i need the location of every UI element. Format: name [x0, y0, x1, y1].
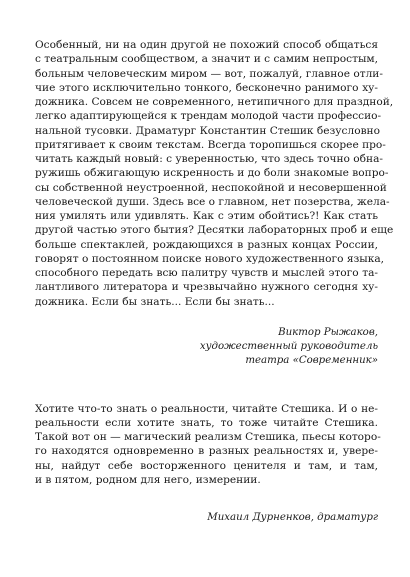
signature-ryzhakov: [35, 326, 378, 369]
text-line: больным человеческим миром — вот, пожалуй, главное отли-: [35, 67, 383, 80]
text-line: легко адаптирующейся к трендам молодой части профессио-: [35, 110, 382, 123]
text-line: ны, найдут себе восторженного ценителя и там, и там,: [35, 459, 378, 472]
text-line: ния умилять или удивлять. Как с этим обойтись?! Как стать: [35, 210, 378, 222]
text-line: читать каждый новый: с уверенностью, что здесь точно обна-: [35, 153, 383, 165]
text-line: Хотите что-то знать о реальности, читайте Стешика. И о не-: [35, 402, 378, 415]
signature-role: художественный руководитель: [199, 341, 378, 352]
text-line: лантливого литератора и чрезвычайно нужного сегодня ху-: [35, 281, 378, 294]
text-line: сы собственной неустроенной, неспокойной и несовершенной: [35, 181, 387, 194]
signature-name: Михаил Дурненков, драматург: [207, 512, 378, 523]
text-line: притягивает к своим текстам. Всегда торопишься скорее про-: [35, 138, 386, 151]
text-line: реальности если хотите знать, то тоже читайте Стешика.: [35, 416, 378, 429]
text-line: Такой вот он — магический реализм Стешика, пьесы которо-: [35, 431, 381, 443]
text-line: чие этого исключительно тонкого, бесконечно ранимого ху-: [35, 81, 378, 94]
text-line: больше спектаклей, рождающихся в разных концах России,: [35, 238, 378, 251]
text-line: дожника. Совсем не современного, нетипичного для праздной,: [35, 96, 394, 108]
text-line: с театральным сообществом, а значит и с самим непростым,: [35, 53, 378, 66]
text-line: говорят о постоянном поиске нового художественного языка,: [35, 252, 385, 265]
text-line: дожника. Если бы знать... Если бы знать...: [35, 295, 275, 308]
text-line: нальной тусовки. Драматург Константин Стешик безусловно: [35, 124, 380, 137]
signature-durnenkov: [35, 511, 378, 525]
text-line: ружишь обжигающую искренность и до боли знакомые вопро-: [35, 167, 389, 180]
signature-name: Виктор Рыжаков,: [278, 326, 378, 338]
text-line: Особенный, ни на один другой не похожий способ общаться: [35, 39, 378, 51]
text-line: и в пятом, родном для него, измерении.: [35, 473, 261, 486]
text-line: го находятся одновременно в разных реальностях и, увере-: [35, 445, 378, 458]
quote-paragraph-ryzhakov: [35, 38, 394, 309]
text-line: человеческой души. Здесь все о главном, нет позерства, жела-: [35, 195, 390, 208]
quote-paragraph-durnenkov: [35, 402, 381, 488]
book-page: [35, 38, 394, 525]
text-line: способного передать всю палитру чувств и мыслей этого та-: [35, 267, 378, 279]
text-line: другой частью этого бытия? Десятки лабораторных проб и еще: [35, 224, 394, 237]
signature-organization: театра «Современник»: [245, 355, 378, 367]
